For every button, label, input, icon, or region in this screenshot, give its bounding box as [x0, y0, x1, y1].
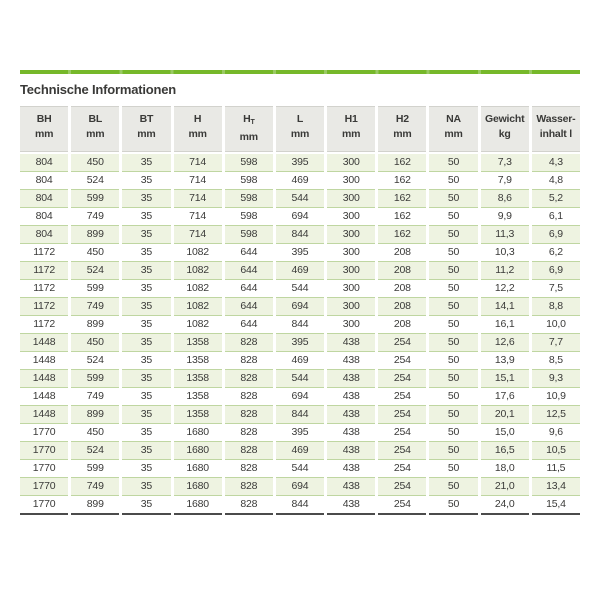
- table-cell: 844: [276, 226, 324, 244]
- table-cell: 17,6: [481, 388, 529, 406]
- table-cell: 694: [276, 388, 324, 406]
- table-cell: 644: [225, 298, 273, 316]
- table-cell: 35: [122, 262, 170, 280]
- table-cell: 35: [122, 226, 170, 244]
- table-row: [20, 388, 580, 406]
- table-cell: 35: [122, 154, 170, 172]
- table-cell: 749: [71, 478, 119, 496]
- table-cell: 254: [378, 334, 426, 352]
- table-cell: 12,2: [481, 280, 529, 298]
- accent-bar: [20, 70, 580, 74]
- page-title: Technische Informationen: [20, 82, 177, 97]
- table-cell: 300: [327, 208, 375, 226]
- table-cell: 208: [378, 244, 426, 262]
- table-cell: 599: [71, 370, 119, 388]
- table-cell: 714: [174, 208, 222, 226]
- table-cell: 1448: [20, 352, 68, 370]
- table-cell: 208: [378, 298, 426, 316]
- table-cell: 254: [378, 370, 426, 388]
- column-header: Wasser- inhalt l: [532, 106, 580, 152]
- table-cell: 469: [276, 262, 324, 280]
- table-cell: 162: [378, 172, 426, 190]
- table-cell: 6,9: [532, 262, 580, 280]
- table-cell: 395: [276, 424, 324, 442]
- table-cell: 438: [327, 352, 375, 370]
- table-cell: 1358: [174, 370, 222, 388]
- table-cell: 395: [276, 244, 324, 262]
- table-cell: 50: [429, 262, 477, 280]
- table-cell: 694: [276, 208, 324, 226]
- table-row: [20, 154, 580, 172]
- table-cell: 50: [429, 352, 477, 370]
- table-header-row: [20, 106, 580, 152]
- table-row: [20, 262, 580, 280]
- table-cell: 1770: [20, 424, 68, 442]
- table-cell: 644: [225, 316, 273, 334]
- table-cell: 254: [378, 442, 426, 460]
- table-row: [20, 460, 580, 478]
- table-cell: 50: [429, 478, 477, 496]
- table-cell: 35: [122, 298, 170, 316]
- table-cell: 300: [327, 280, 375, 298]
- table-cell: 714: [174, 190, 222, 208]
- table-cell: 524: [71, 352, 119, 370]
- column-header: L mm: [276, 106, 324, 152]
- table-cell: 598: [225, 172, 273, 190]
- table-cell: 644: [225, 244, 273, 262]
- table-cell: 50: [429, 280, 477, 298]
- table-cell: 844: [276, 496, 324, 515]
- table-cell: 16,5: [481, 442, 529, 460]
- table-cell: 598: [225, 154, 273, 172]
- table-cell: 300: [327, 226, 375, 244]
- table-cell: 1172: [20, 280, 68, 298]
- table-cell: 254: [378, 424, 426, 442]
- table-cell: 300: [327, 262, 375, 280]
- table-cell: 35: [122, 316, 170, 334]
- table-cell: 300: [327, 316, 375, 334]
- table-cell: 828: [225, 334, 273, 352]
- table-cell: 10,0: [532, 316, 580, 334]
- table-cell: 644: [225, 262, 273, 280]
- table-cell: 598: [225, 190, 273, 208]
- table-cell: 4,8: [532, 172, 580, 190]
- table-cell: 1770: [20, 460, 68, 478]
- table-cell: 7,9: [481, 172, 529, 190]
- table-cell: 18,0: [481, 460, 529, 478]
- table-cell: 1770: [20, 478, 68, 496]
- table-cell: 11,5: [532, 460, 580, 478]
- table-cell: 35: [122, 424, 170, 442]
- table-cell: 50: [429, 370, 477, 388]
- table-cell: 828: [225, 406, 273, 424]
- table-cell: 300: [327, 244, 375, 262]
- table-cell: 1082: [174, 298, 222, 316]
- column-header: H mm: [174, 106, 222, 152]
- table-cell: 50: [429, 244, 477, 262]
- table-body: [20, 154, 580, 515]
- table-cell: 12,6: [481, 334, 529, 352]
- table-cell: 1680: [174, 496, 222, 515]
- table-cell: 8,8: [532, 298, 580, 316]
- table-cell: 35: [122, 388, 170, 406]
- table-cell: 438: [327, 496, 375, 515]
- table-cell: 50: [429, 460, 477, 478]
- table-row: [20, 352, 580, 370]
- table-cell: 15,1: [481, 370, 529, 388]
- table-cell: 438: [327, 478, 375, 496]
- table-cell: 1448: [20, 334, 68, 352]
- table-cell: 162: [378, 190, 426, 208]
- table-cell: 1448: [20, 388, 68, 406]
- table-cell: 35: [122, 280, 170, 298]
- column-header: $H_T$ mm: [225, 106, 273, 152]
- table-cell: 469: [276, 172, 324, 190]
- table-cell: 300: [327, 172, 375, 190]
- table-cell: 11,2: [481, 262, 529, 280]
- table-cell: 899: [71, 226, 119, 244]
- table-cell: 208: [378, 262, 426, 280]
- table-cell: 524: [71, 172, 119, 190]
- table-cell: 438: [327, 424, 375, 442]
- table-cell: 828: [225, 478, 273, 496]
- table-cell: 35: [122, 442, 170, 460]
- column-header: NA mm: [429, 106, 477, 152]
- table-cell: 11,3: [481, 226, 529, 244]
- table-cell: 9,3: [532, 370, 580, 388]
- table-cell: 254: [378, 406, 426, 424]
- table-cell: 599: [71, 280, 119, 298]
- table-cell: 254: [378, 388, 426, 406]
- table-row: [20, 442, 580, 460]
- table-cell: 6,9: [532, 226, 580, 244]
- table-cell: 300: [327, 154, 375, 172]
- table-cell: 6,2: [532, 244, 580, 262]
- table-cell: 16,1: [481, 316, 529, 334]
- table-cell: 50: [429, 334, 477, 352]
- table-cell: 804: [20, 154, 68, 172]
- table-cell: 544: [276, 370, 324, 388]
- table-cell: 1358: [174, 334, 222, 352]
- table-row: [20, 496, 580, 515]
- table-cell: 7,7: [532, 334, 580, 352]
- table-cell: 1358: [174, 352, 222, 370]
- table-cell: 899: [71, 316, 119, 334]
- table-cell: 50: [429, 406, 477, 424]
- table-cell: 50: [429, 424, 477, 442]
- table-cell: 162: [378, 208, 426, 226]
- table-cell: 15,0: [481, 424, 529, 442]
- column-header: BH mm: [20, 106, 68, 152]
- table-cell: 469: [276, 352, 324, 370]
- table-row: [20, 226, 580, 244]
- table-cell: 714: [174, 172, 222, 190]
- table-cell: 50: [429, 208, 477, 226]
- table-cell: 450: [71, 244, 119, 262]
- table-cell: 50: [429, 226, 477, 244]
- table-cell: 9,9: [481, 208, 529, 226]
- table-cell: 300: [327, 190, 375, 208]
- table-cell: 749: [71, 298, 119, 316]
- table-row: [20, 298, 580, 316]
- table-cell: 50: [429, 190, 477, 208]
- column-header: BL mm: [71, 106, 119, 152]
- table-cell: 450: [71, 334, 119, 352]
- table-cell: 35: [122, 406, 170, 424]
- table-cell: 598: [225, 226, 273, 244]
- table-cell: 438: [327, 370, 375, 388]
- table-cell: 50: [429, 442, 477, 460]
- table-cell: 35: [122, 334, 170, 352]
- table-cell: 13,4: [532, 478, 580, 496]
- table-cell: 544: [276, 280, 324, 298]
- table-cell: 35: [122, 244, 170, 262]
- table-cell: 844: [276, 316, 324, 334]
- table-cell: 300: [327, 298, 375, 316]
- table-cell: 899: [71, 496, 119, 515]
- table-row: [20, 244, 580, 262]
- table-cell: 544: [276, 190, 324, 208]
- column-header: H2 mm: [378, 106, 426, 152]
- table-cell: 438: [327, 442, 375, 460]
- table-cell: 828: [225, 460, 273, 478]
- table-cell: 1680: [174, 424, 222, 442]
- table-cell: 438: [327, 460, 375, 478]
- table-cell: 1172: [20, 316, 68, 334]
- table-row: [20, 370, 580, 388]
- table-cell: 208: [378, 316, 426, 334]
- table-cell: 35: [122, 460, 170, 478]
- table-cell: 1448: [20, 406, 68, 424]
- table-cell: 5,2: [532, 190, 580, 208]
- table-cell: 1448: [20, 370, 68, 388]
- table-cell: 1680: [174, 460, 222, 478]
- table-cell: 598: [225, 208, 273, 226]
- table-cell: 162: [378, 226, 426, 244]
- table-cell: 14,1: [481, 298, 529, 316]
- technical-table: [20, 106, 580, 515]
- table-cell: 450: [71, 154, 119, 172]
- table-cell: 1358: [174, 406, 222, 424]
- table-cell: 828: [225, 352, 273, 370]
- table-cell: 844: [276, 406, 324, 424]
- table-cell: 21,0: [481, 478, 529, 496]
- table-cell: 438: [327, 388, 375, 406]
- table-cell: 599: [71, 190, 119, 208]
- table-cell: 254: [378, 496, 426, 515]
- table-row: [20, 208, 580, 226]
- table-cell: 50: [429, 298, 477, 316]
- table-cell: 899: [71, 406, 119, 424]
- table-cell: 438: [327, 406, 375, 424]
- table-cell: 4,3: [532, 154, 580, 172]
- table-cell: 208: [378, 280, 426, 298]
- table-cell: 469: [276, 442, 324, 460]
- table-cell: 828: [225, 442, 273, 460]
- table-cell: 438: [327, 334, 375, 352]
- table-cell: 1082: [174, 262, 222, 280]
- table-row: [20, 478, 580, 496]
- table-cell: 35: [122, 190, 170, 208]
- table-cell: 35: [122, 172, 170, 190]
- table-cell: 644: [225, 280, 273, 298]
- table-row: [20, 334, 580, 352]
- table-row: [20, 316, 580, 334]
- table-cell: 50: [429, 154, 477, 172]
- table-cell: 162: [378, 154, 426, 172]
- column-header: H1 mm: [327, 106, 375, 152]
- table-cell: 749: [71, 208, 119, 226]
- table-cell: 24,0: [481, 496, 529, 515]
- table-row: [20, 172, 580, 190]
- table-cell: 35: [122, 496, 170, 515]
- table-cell: 8,6: [481, 190, 529, 208]
- table-cell: 599: [71, 460, 119, 478]
- table-cell: 828: [225, 496, 273, 515]
- table-cell: 1172: [20, 262, 68, 280]
- table-cell: 804: [20, 208, 68, 226]
- table-cell: 50: [429, 172, 477, 190]
- table-cell: 7,3: [481, 154, 529, 172]
- table-cell: 714: [174, 226, 222, 244]
- table-cell: 254: [378, 460, 426, 478]
- table-cell: 524: [71, 442, 119, 460]
- table-cell: 35: [122, 208, 170, 226]
- table-row: [20, 424, 580, 442]
- table-cell: 8,5: [532, 352, 580, 370]
- table-cell: 694: [276, 298, 324, 316]
- table-cell: 15,4: [532, 496, 580, 515]
- table-cell: 828: [225, 370, 273, 388]
- table-row: [20, 280, 580, 298]
- table-cell: 50: [429, 316, 477, 334]
- table-row: [20, 406, 580, 424]
- table-cell: 1082: [174, 316, 222, 334]
- table-cell: 254: [378, 352, 426, 370]
- table-cell: 50: [429, 388, 477, 406]
- table-cell: 12,5: [532, 406, 580, 424]
- table-cell: 714: [174, 154, 222, 172]
- table-cell: 395: [276, 334, 324, 352]
- table-cell: 828: [225, 424, 273, 442]
- table-cell: 9,6: [532, 424, 580, 442]
- table-row: [20, 190, 580, 208]
- table-cell: 1770: [20, 496, 68, 515]
- table-cell: 7,5: [532, 280, 580, 298]
- table-cell: 1172: [20, 244, 68, 262]
- table-cell: 804: [20, 226, 68, 244]
- table-cell: 35: [122, 352, 170, 370]
- table-cell: 1082: [174, 280, 222, 298]
- table-cell: 804: [20, 190, 68, 208]
- table-cell: 6,1: [532, 208, 580, 226]
- column-header: BT mm: [122, 106, 170, 152]
- table-cell: 35: [122, 370, 170, 388]
- table-cell: 10,3: [481, 244, 529, 262]
- table-cell: 804: [20, 172, 68, 190]
- table-cell: 1680: [174, 442, 222, 460]
- table-cell: 1358: [174, 388, 222, 406]
- table-cell: 694: [276, 478, 324, 496]
- table-cell: 749: [71, 388, 119, 406]
- table-cell: 524: [71, 262, 119, 280]
- table-cell: 828: [225, 388, 273, 406]
- table-cell: 1770: [20, 442, 68, 460]
- table-cell: 1172: [20, 298, 68, 316]
- table-cell: 254: [378, 478, 426, 496]
- table-cell: 10,9: [532, 388, 580, 406]
- table-cell: 544: [276, 460, 324, 478]
- table-cell: 450: [71, 424, 119, 442]
- table-cell: 35: [122, 478, 170, 496]
- table-cell: 50: [429, 496, 477, 515]
- table-cell: 1680: [174, 478, 222, 496]
- table-cell: 10,5: [532, 442, 580, 460]
- table-cell: 395: [276, 154, 324, 172]
- table-cell: 13,9: [481, 352, 529, 370]
- column-header: Gewicht kg: [481, 106, 529, 152]
- table-cell: 20,1: [481, 406, 529, 424]
- table-cell: 1082: [174, 244, 222, 262]
